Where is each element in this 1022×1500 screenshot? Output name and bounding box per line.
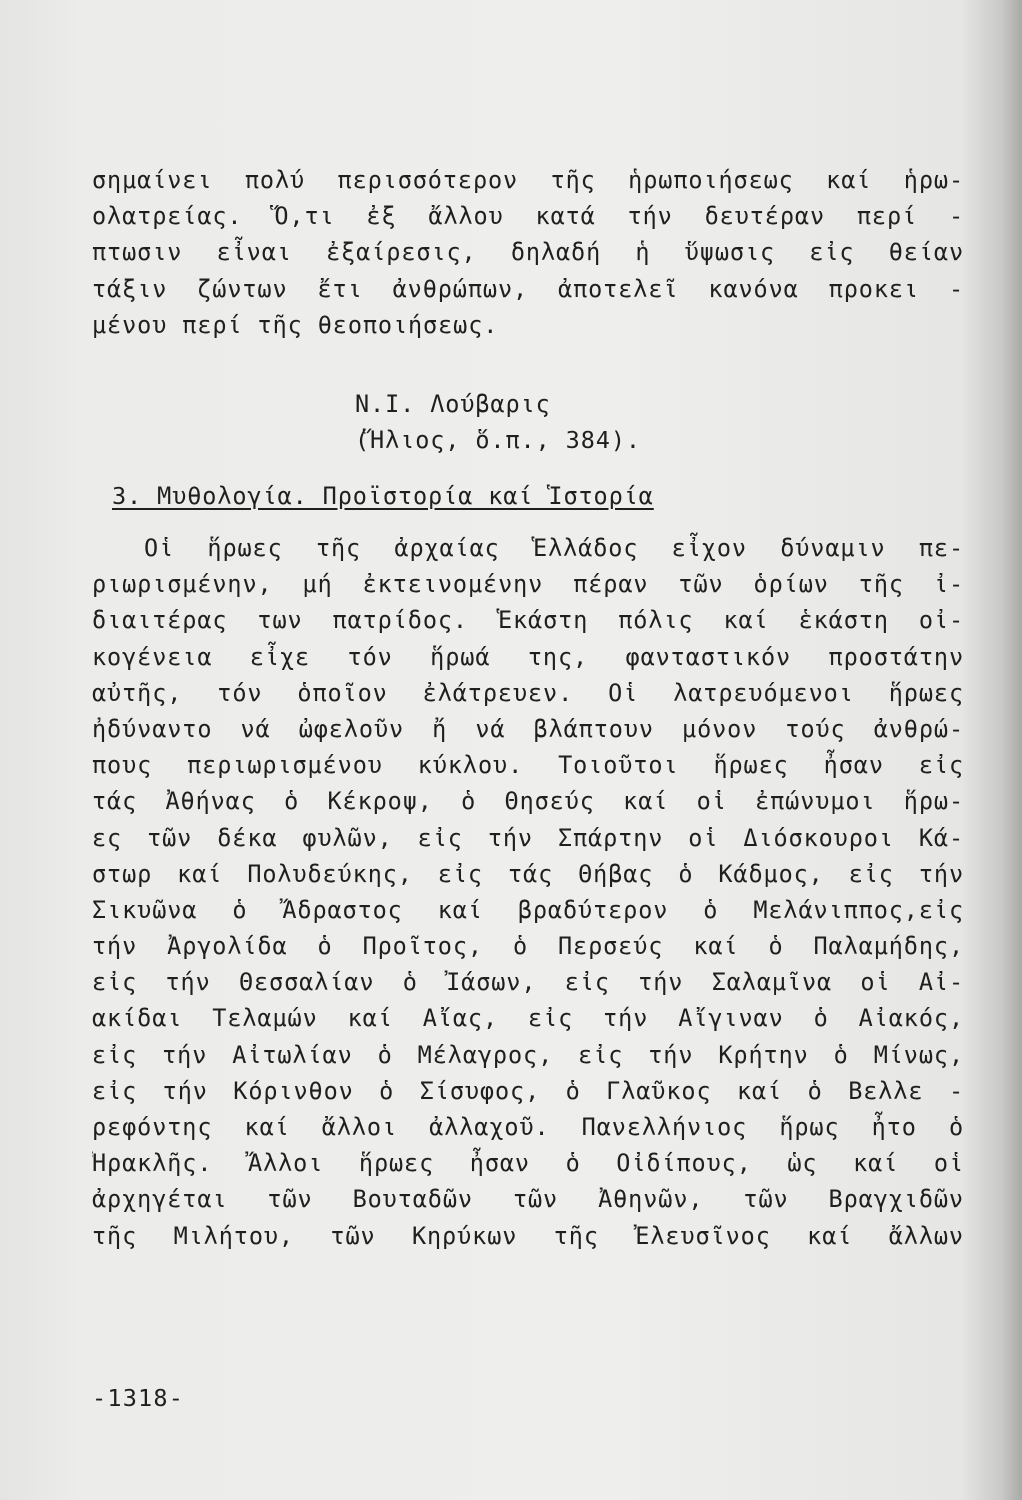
text-line: εἰς τήν Κόρινθον ὁ Σίσυφος, ὁ Γλαῦκος καί ὁ Βελλε -: [92, 1076, 964, 1105]
text-line: πτωσιν εἶναι ἐξαίρεσις, δηλαδή ἡ ὕψωσις εἰς θείαν: [92, 238, 964, 267]
text-line: εἰς τήν Αἰτωλίαν ὁ Μέλαγρος, εἰς τήν Κρήτην ὁ Μίνως,: [92, 1040, 964, 1069]
text-line: διαιτέρας των πατρίδος. Ἑκάστη πόλις καί ἑκάστη οἰ-: [92, 606, 964, 635]
paragraph-1: [92, 162, 964, 343]
text-line: ολατρείας. Ὅ,τι ἐξ ἄλλου κατά τήν δευτέραν περί -: [92, 202, 964, 231]
text-line: ακίδαι Τελαμών καί Αἴας, εἰς τήν Αἴγιναν ὁ Αἰακός,: [92, 1004, 964, 1033]
section-heading: 3. Μυθολογία. Προϊστορία καί Ἱστορία: [112, 482, 654, 510]
text-line: μένου περί τῆς θεοποιήσεως.: [92, 310, 499, 339]
text-line: τάς Ἀθήνας ὁ Κέκροψ, ὁ Θησεύς καί οἱ ἐπώνυμοι ἥρω-: [92, 787, 964, 816]
citation-author: Ν.Ι. Λούβαρις: [355, 390, 551, 418]
text-line: σημαίνει πολύ περισσότερον τῆς ἡρωποιήσεως καί ἡρω-: [92, 166, 964, 194]
text-line: κογένεια εἶχε τόν ἥρωά της, φανταστικόν προστάτην: [92, 642, 964, 671]
text-line: ἀρχηγέται τῶν Βουταδῶν τῶν Ἀθηνῶν, τῶν Βραγχιδῶν: [92, 1185, 964, 1214]
text-line: Οἱ ἥρωες τῆς ἀρχαίας Ἑλλάδος εἶχον δύναμιν πε-: [144, 534, 964, 562]
text-line: ριωρισμένην, μή ἐκτεινομένην πέραν τῶν ὁρίων τῆς ἰ-: [92, 570, 964, 599]
text-line: Σικυῶνα ὁ Ἄδραστος καί βραδύτερον ὁ Μελάνιππος,εἰς: [92, 895, 964, 924]
text-line: ρεφόντης καί ἄλλοι ἀλλαχοῦ. Πανελλήνιος ἥρως ἦτο ὁ: [92, 1113, 964, 1141]
text-line: στωρ καί Πολυδεύκης, εἰς τάς Θήβας ὁ Κάδμος, εἰς τήν: [92, 859, 964, 888]
text-line: Ἡρακλῆς. Ἄλλοι ἥρωες ἦσαν ὁ Οἰδίπους, ὡς καί οἱ: [92, 1149, 964, 1178]
text-line: πους περιωρισμένου κύκλου. Τοιοῦτοι ἥρωες ἦσαν εἰς: [92, 751, 964, 780]
text-line: ἠδύναντο νά ὠφελοῦν ἤ νά βλάπτουν μόνον τούς ἀνθρώ-: [92, 714, 964, 743]
text-line: εἰς τήν Θεσσαλίαν ὁ Ἰάσων, εἰς τήν Σαλαμῖνα οἱ Αἰ-: [92, 968, 964, 997]
text-line: αὐτῆς, τόν ὁποῖον ἐλάτρευεν. Οἱ λατρευόμενοι ἥρωες: [92, 678, 964, 707]
paragraph-2: [92, 530, 964, 1254]
text-line: ες τῶν δέκα φυλῶν, εἰς τήν Σπάρτην οἱ Διόσκουροι Κά-: [92, 823, 964, 852]
text-line: τῆς Μιλήτου, τῶν Κηρύκων τῆς Ἐλευσῖνος καί ἄλλων: [92, 1221, 964, 1250]
text-line: τάξιν ζώντων ἔτι ἀνθρώπων, ἀποτελεῖ κανόνα προκει -: [92, 274, 964, 303]
citation-source: (Ἥλιος, ὅ.π., 384).: [355, 426, 641, 454]
text-line: τήν Ἀργολίδα ὁ Προῖτος, ὁ Περσεύς καί ὁ Παλαμήδης,: [92, 932, 964, 961]
page-number: -1318-: [92, 1384, 185, 1412]
